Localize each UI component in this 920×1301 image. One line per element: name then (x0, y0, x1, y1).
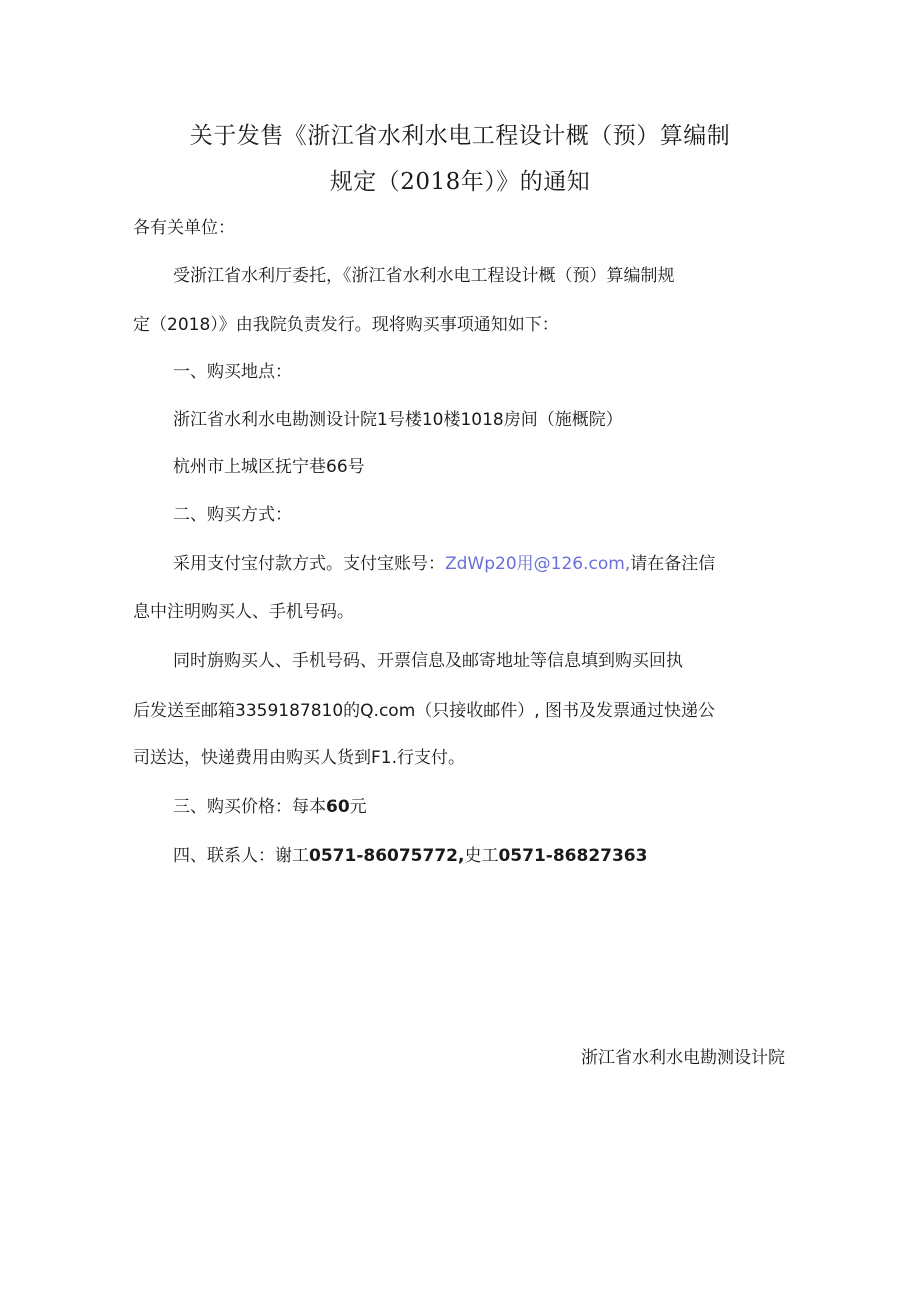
notice-title-line-1: 关于发售《浙江省水利水电工程设计概（预）算编制 (189, 123, 731, 149)
price-prefix: 每本 (292, 797, 326, 817)
section-1-heading: 一、购买地点： (173, 362, 292, 382)
purchase-address-line-1: 浙江省水利水电勘测设计院1号楼10楼1018房间（施概院） (173, 410, 623, 430)
section-3-heading: 三、购买价格： (173, 797, 292, 817)
payment-line-2: 息中注明购买人、手机号码。 (133, 602, 354, 622)
send-info-line-2: 后发送至邮箱3359187810的Q.com（只接收邮件）, 图书及发票通过快递公 (133, 701, 716, 721)
intro-line-1: 受浙江省水利厅委托，《浙江省水利水电工程设计概（预）算编制规 (173, 266, 675, 286)
notice-title-line-2: 规定（2018年）》的通知 (329, 169, 591, 195)
intro-line-2: 定（2018）》由我院负责发行。现将购买事项通知如下： (133, 315, 559, 335)
price-unit: 元 (349, 797, 367, 817)
send-info-line-3: 司送达，快递费用由购买人货到F1.行支付。 (133, 748, 465, 768)
purchase-address-line-2: 杭州市上城区抚宁巷66号 (173, 457, 365, 477)
contact-1-name: 谢工 (275, 846, 309, 866)
salutation: 各有关单位： (133, 218, 235, 238)
price-value: 60 (326, 797, 350, 817)
contact-line (173, 844, 647, 868)
contact-1-phone: 0571-86075772, (309, 846, 465, 866)
payment-prefix: 采用支付宝付款方式。支付宝账号： (173, 554, 445, 574)
payment-suffix: 请在备注信 (630, 554, 716, 574)
price-line (173, 795, 367, 819)
alipay-account-link[interactable]: ZdWp20用@126.com, (445, 554, 631, 574)
section-4-heading: 四、联系人： (173, 846, 275, 866)
send-info-line-1: 同时旃购买人、手机号码、开票信息及邮寄地址等信息填到购买回执 (173, 651, 683, 671)
contact-2-name: 史工 (464, 846, 499, 866)
section-2-heading: 二、购买方式： (173, 505, 292, 525)
contact-2-phone: 0571-86827363 (498, 846, 648, 866)
payment-line-1 (173, 552, 715, 576)
issuer-signature: 浙江省水利水电勘测设计院 (581, 1048, 785, 1068)
